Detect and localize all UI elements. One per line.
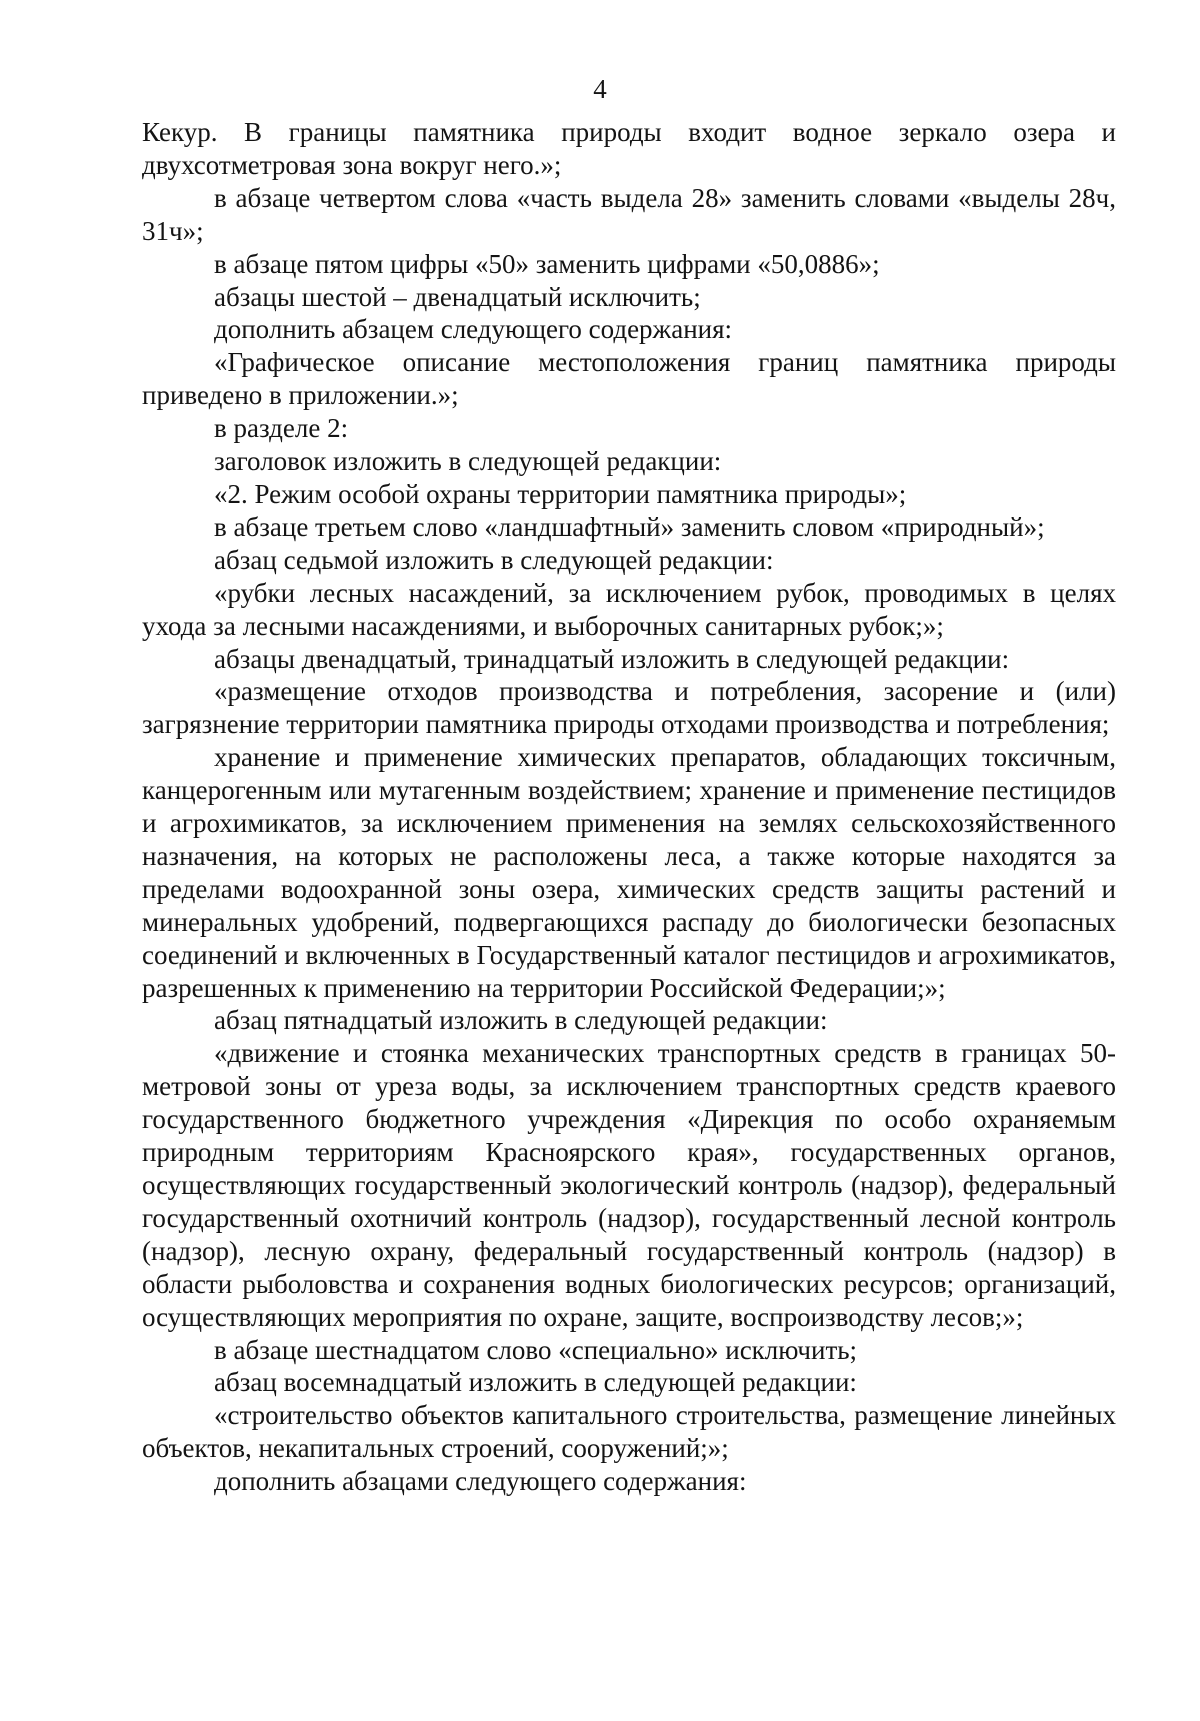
paragraph: в абзаце четвертом слова «часть выдела 28» заменить словами «выделы 28ч, 31ч»; bbox=[142, 182, 1116, 246]
paragraph: дополнить абзацами следующего содержания: bbox=[214, 1466, 747, 1497]
page-number: 4 bbox=[593, 74, 607, 104]
paragraph: заголовок изложить в следующей редакции: bbox=[214, 446, 722, 477]
paragraph: в абзаце третьем слово «ландшафтный» заменить словом «природный»; bbox=[214, 511, 1045, 542]
paragraph: абзацы шестой – двенадцатый исключить; bbox=[214, 281, 701, 312]
paragraph: абзац пятнадцатый изложить в следующей редакции: bbox=[214, 1005, 828, 1036]
paragraph: в разделе 2: bbox=[214, 413, 349, 444]
paragraph: в абзаце пятом цифры «50» заменить цифрами «50,0886»; bbox=[214, 248, 880, 279]
paragraph: дополнить абзацем следующего содержания: bbox=[214, 314, 733, 345]
paragraph: абзацы двенадцатый, тринадцатый изложить в следующей редакции: bbox=[214, 643, 1010, 674]
paragraph: «размещение отходов производства и потребления, засорение и (или) загрязнение территории памятника природы отходами производства и потребления; bbox=[142, 676, 1116, 740]
paragraph: хранение и применение химических препаратов, обладающих токсичным, канцерогенным или мутагенным воздействием; хранение и применение пестицидов и агрохимикатов, за исключением применения на землях сельскохозяйственного назначения, на которых не расположены леса, а также которые находятся за пределами водоохранной зоны озера, химических средств защиты растений и минеральных удобрений, подвергающихся распаду до биологически безопасных соединений и включенных в Государственный каталог пестицидов и агрохимикатов, разрешенных к применению на территории Российской Федерации;»; bbox=[142, 742, 1116, 1003]
paragraph: «2. Режим особой охраны территории памятника природы»; bbox=[214, 478, 907, 509]
paragraph: «строительство объектов капитального строительства, размещение линейных объектов, некапитальных строений, сооружений;»; bbox=[142, 1400, 1116, 1464]
paragraph: Кекур. В границы памятника природы входит водное зеркало озера и двухсотметровая зона вокруг него.»; bbox=[142, 117, 1116, 180]
paragraph: «рубки лесных насаждений, за исключением рубок, проводимых в целях ухода за лесными насаждениями, и выборочных санитарных рубок;»; bbox=[142, 577, 1116, 641]
paragraph: абзац седьмой изложить в следующей редакции: bbox=[214, 544, 774, 575]
paragraph: «движение и стоянка механических транспортных средств в границах 50-метровой зоны от уреза воды, за исключением транспортных средств краевого государственного бюджетного учреждения «Дирекция по особо охраняемым природным территориям Красноярского края», государственных органов, осуществляющих государственный экологический контроль (надзор), федеральный государственный охотничий контроль (надзор), государственный лесной контроль (надзор), лесную охрану, федеральный государственный контроль (надзор) в области рыболовства и сохранения водных биологических ресурсов; организаций, осуществляющих мероприятия по охране, защите, воспроизводству лесов;»; bbox=[142, 1038, 1116, 1332]
paragraph: в абзаце шестнадцатом слово «специально» исключить; bbox=[214, 1334, 858, 1365]
paragraph: «Графическое описание местоположения границ памятника природы приведено в приложении.»; bbox=[142, 347, 1116, 411]
document-body bbox=[142, 116, 1116, 1498]
paragraph: абзац восемнадцатый изложить в следующей редакции: bbox=[214, 1367, 857, 1398]
